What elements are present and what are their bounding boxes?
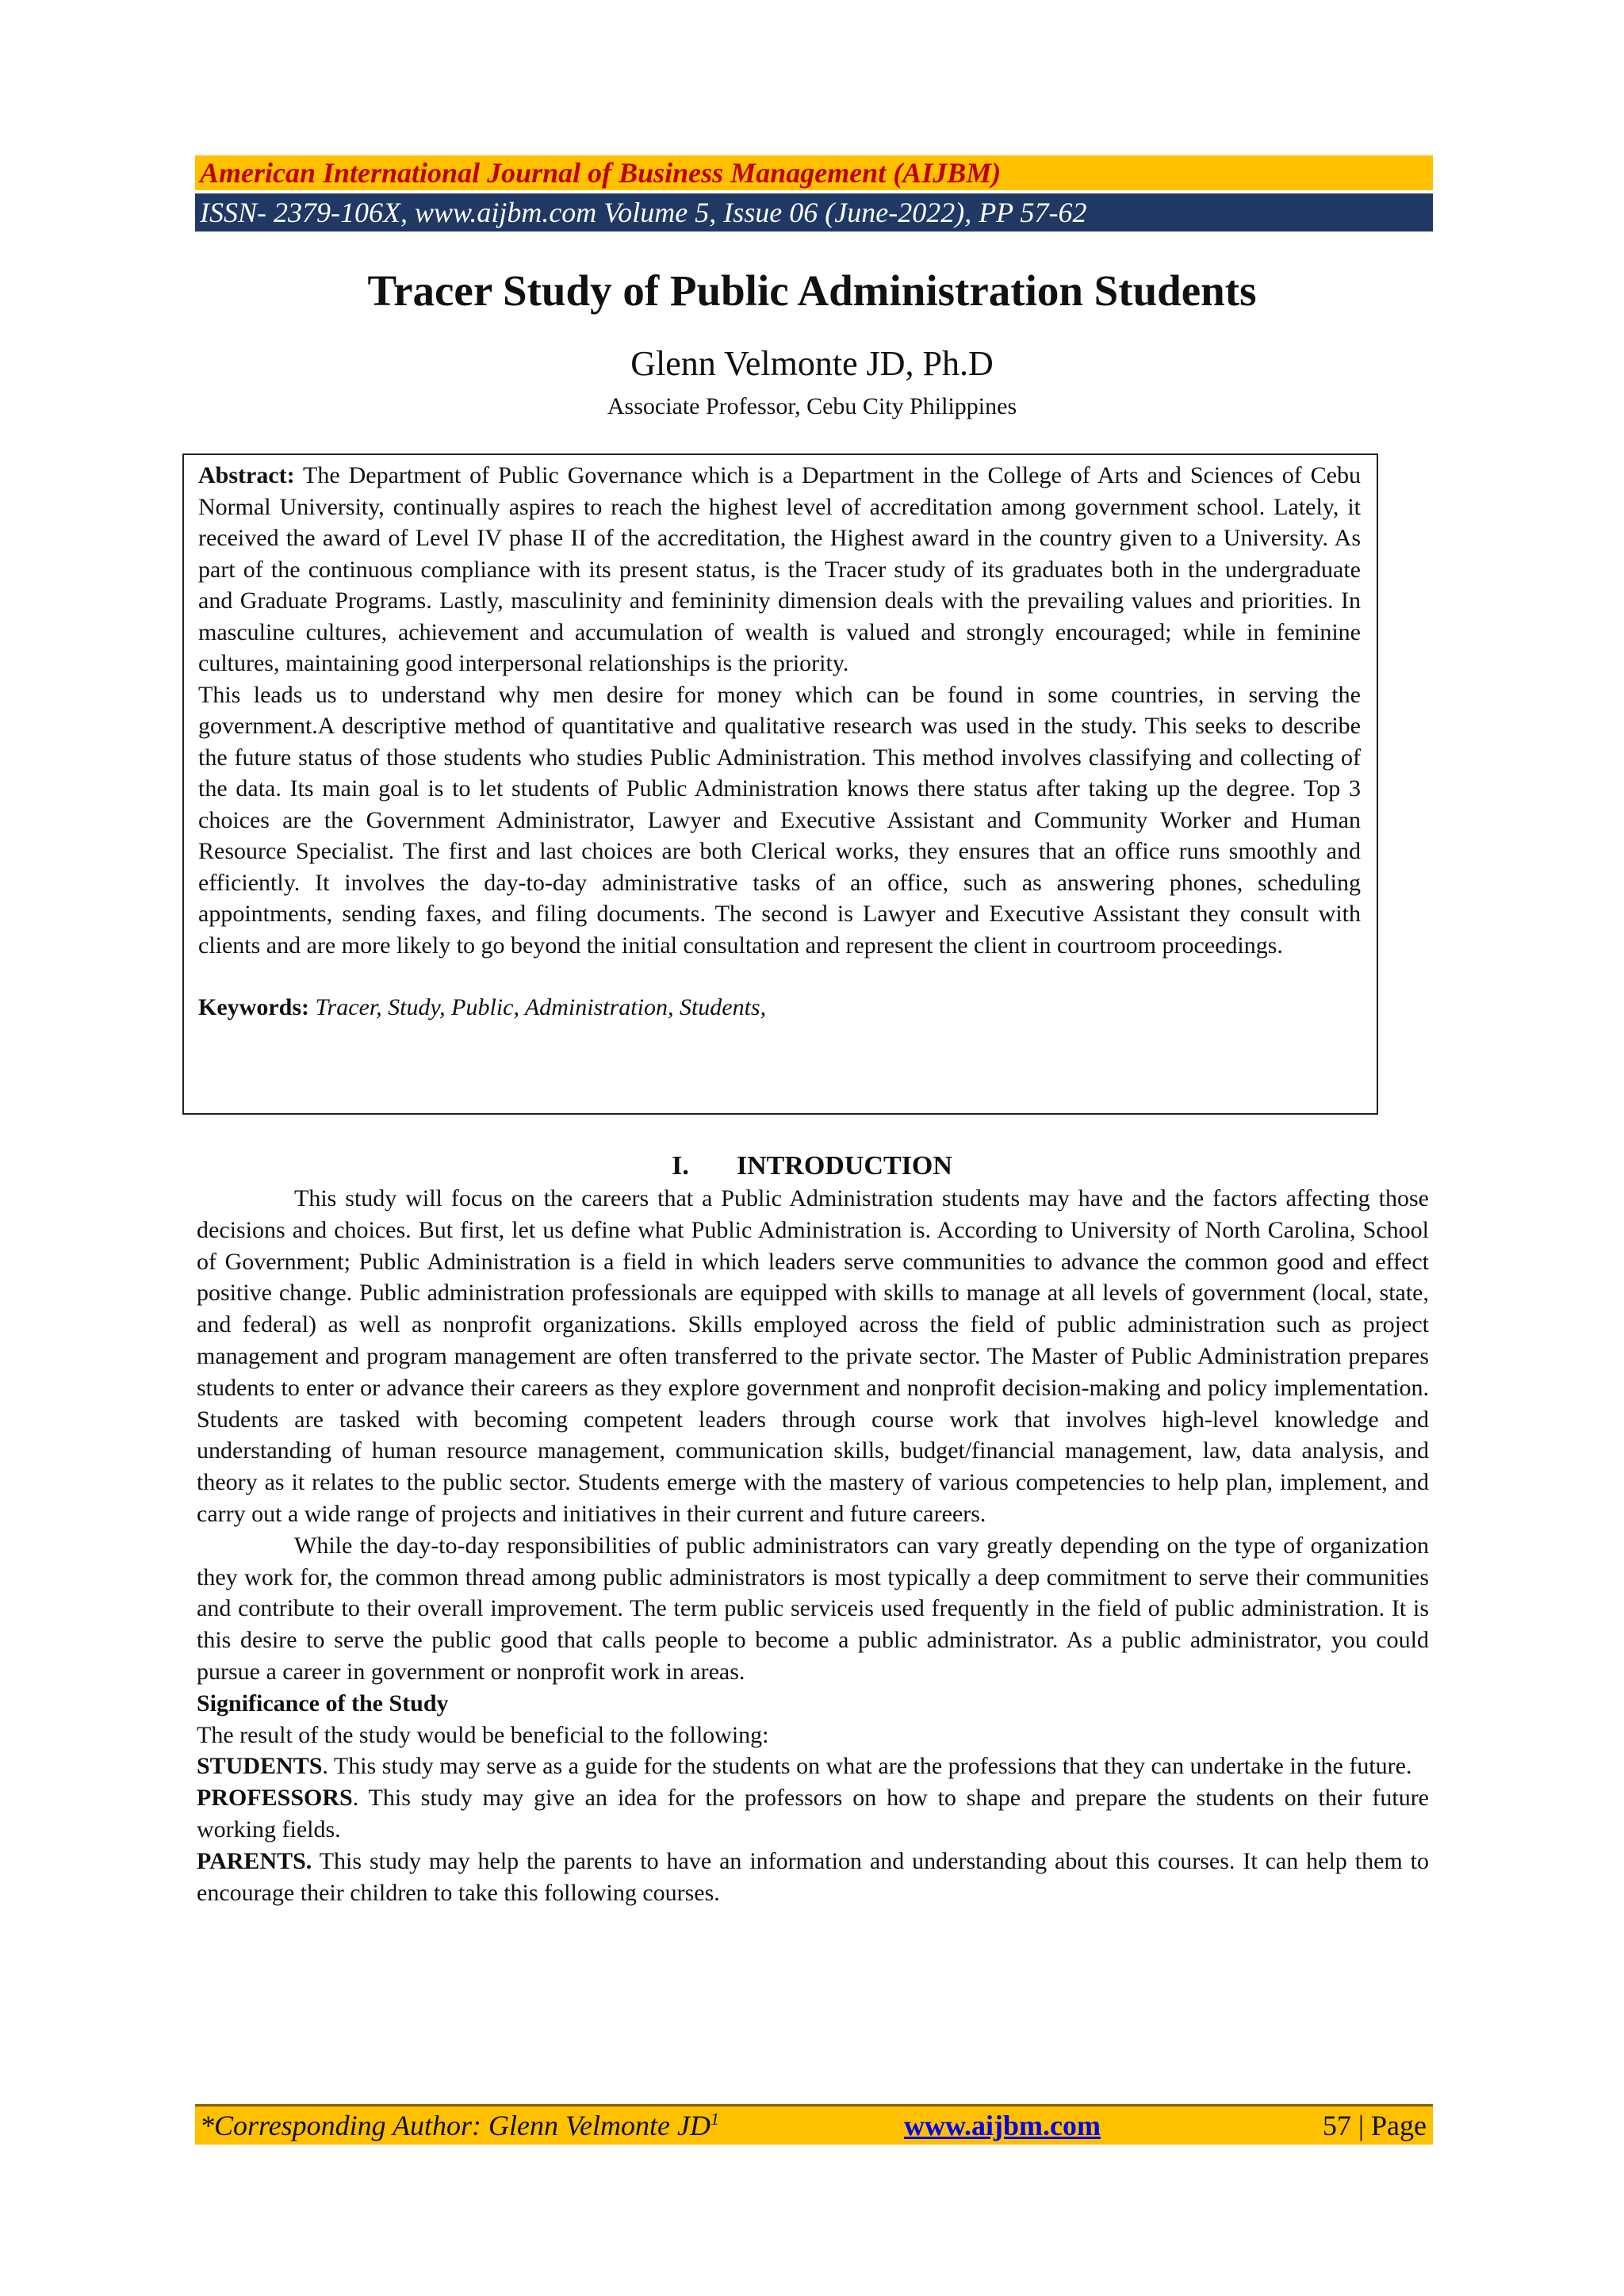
abstract-paragraph-2: This leads us to understand why men desire for money which can be found in some countries, in serving the government.A descriptive method of quantitative and qualitative research was used in the study. This seeks to describe the future status of those students who studies Public Administration. This method involves classifying and collecting of the data. Its main goal is to let students of Public Administration knows there status after taking up the degree. Top 3 choices are the Government Administrator, Lawyer and Executive Assistant and Community Worker and Human Resource Specialist. The first and last choices are both Clerical works, they ensures that an office runs smoothly and efficiently. It involves the day-to-day administrative tasks of an office, such as answering phones, scheduling appointments, sending faxes, and filing documents. The second is Lawyer and Executive Assistant they consult with clients and are more likely to go beyond the initial consultation and represent the client in courtroom proceedings. [198,681,1361,959]
intro-paragraph-1: This study will focus on the careers that a Public Administration students may have and the factors affecting those decisions and choices. But first, let us define what Public Administration is. According to University of North Carolina, School of Government; Public Administration is a field in which leaders serve communities to advance the common good and effect positive change. Public administration professionals are equipped with skills to manage at all levels of government (local, state, and federal) as well as nonprofit organizations. Skills employed across the field of public administration such as project management and program management are often transferred to the private sector. The Master of Public Administration prepares students to enter or advance their careers as they explore government and nonprofit decision-making and policy implementation. Students are tasked with becoming competent leaders through course work that involves high-level knowledge and understanding of human resource management, communication skills, budget/financial management, law, data analysis, and theory as it relates to the public sector. Students emerge with the mastery of various competencies to help plan, implement, and carry out a wide range of projects and initiatives in their current and future careers. [197,1185,1429,1527]
corresponding-separator: : [472,2110,489,2141]
corresponding-superscript: 1 [710,2109,719,2129]
keywords-label: Keywords: [198,994,309,1020]
corresponding-label: *Corresponding Author [200,2110,473,2141]
beneficiary-parents [197,1846,1429,1909]
journal-issn-line: ISSN- 2379-106X, www.aijbm.com Volume 5, Issue 06 (June-2022), PP 57-62 [195,190,1433,232]
section-heading-introduction [0,1150,1624,1183]
beneficiary-students [197,1751,1429,1782]
corresponding-name: Glenn Velmonte JD [488,2110,710,2141]
journal-name: American International Journal of Business Management (AIJBM) [195,155,1433,190]
author-name: Glenn Velmonte JD, Ph.D [630,344,994,383]
intro-paragraph-2: While the day-to-day responsibilities of public administrators can vary greatly depending on the type of organization they work for, the common thread among public administrators is most typically a deep commitment to serve their communities and contribute to their overall improvement. The term public serviceis used frequently in the field of public administration. It is this desire to serve the public good that calls people to become a public administrator. As a public administrator, you could pursue a career in government or nonprofit work in areas. [197,1532,1429,1685]
professors-text: . This study may give an idea for the professors on how to shape and prepare the students on their future working fields. [197,1785,1429,1843]
students-label: STUDENTS [197,1753,323,1780]
introduction-body [197,1183,1429,1908]
abstract-label: Abstract: [198,462,295,488]
section-title: INTRODUCTION [736,1151,952,1181]
paper-title: Tracer Study of Public Administration Students [367,266,1257,315]
students-text: . This study may serve as a guide for the students on what are the professions that they can undertake in the future. [322,1753,1412,1780]
page-number: 57 | Page [1322,2110,1427,2141]
significance-heading: Significance of the Study [197,1689,449,1716]
section-number: I. [672,1151,689,1181]
significance-intro: The result of the study would be beneficial to the following: [197,1721,769,1748]
beneficiary-professors [197,1782,1429,1846]
keywords-text: Tracer, Study, Public, Administration, Students, [315,994,767,1020]
abstract-text-1: The Department of Public Governance which is a Department in the College of Arts and Sciences of Cebu Normal University, continually aspires to reach the highest level of accreditation among government school. Lately, it received the award of Level IV phase II of the accreditation, the Highest award in the country given to a University. As part of the continuous compliance with its present status, is the Tracer study of its graduates both in the undergraduate and Graduate Programs. Lastly, masculinity and femininity dimension deals with the prevailing values and priorities. In masculine cultures, achievement and accumulation of wealth is valued and strongly encouraged; while in feminine cultures, maintaining good interpersonal relationships is the priority. [198,462,1361,676]
page-footer [195,2104,1433,2145]
parents-label: PARENTS. [197,1847,312,1874]
professors-label: PROFESSORS [197,1785,353,1812]
parents-text: This study may help the parents to have an information and understanding about this courses. It can help them to encourage their children to take this following courses. [197,1847,1429,1906]
journal-website-link[interactable]: www.aijbm.com [904,2110,1101,2141]
journal-header [195,155,1433,232]
abstract-box [182,453,1378,1115]
abstract-paragraph-1 [198,460,1361,679]
corresponding-author [200,2107,719,2145]
keywords-line [198,992,1361,1024]
author-affiliation: Associate Professor, Cebu City Philippines [607,393,1017,419]
